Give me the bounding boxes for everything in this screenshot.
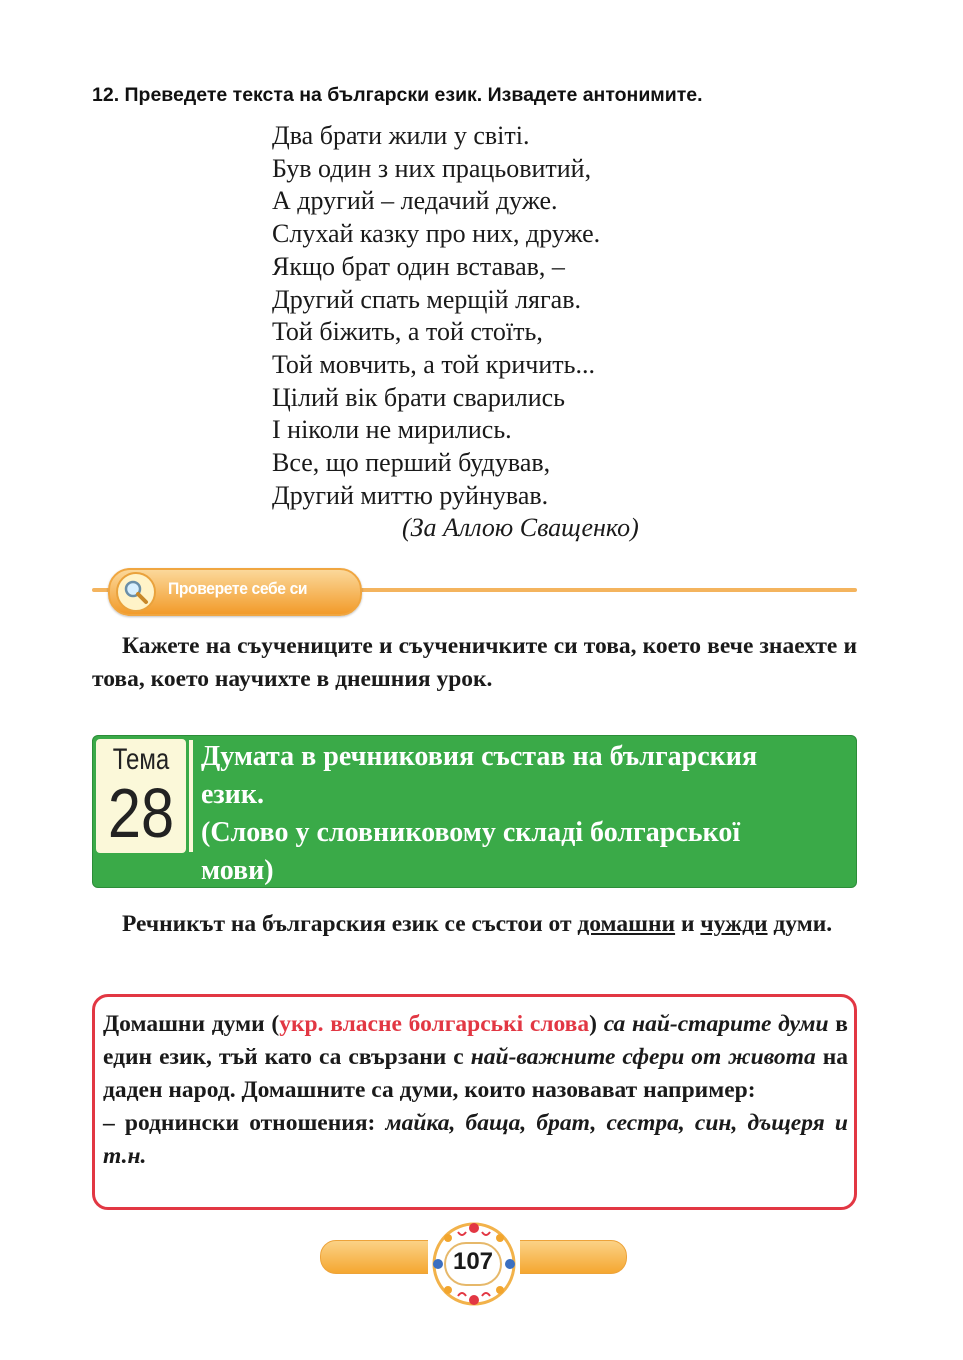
poem-line: Слухай казку про них, друже.	[272, 219, 601, 249]
topic-title-line: език.	[201, 779, 264, 810]
topic-number: 28	[107, 774, 175, 852]
definition-term-translation: укр. власне болгарські слова	[279, 1011, 590, 1037]
definition-list-label: – роднински отношения:	[103, 1110, 386, 1136]
poem-line: Цілий вік брати сварились	[272, 382, 566, 412]
native-words-term: домашни	[577, 911, 676, 937]
definition-emphasis: са най-старите думи	[596, 1011, 829, 1037]
definition-text-part: на даден народ. Домашните са думи, които назовават например:	[103, 1044, 848, 1103]
poem	[272, 120, 639, 545]
topic-word: Тема	[112, 743, 170, 776]
topic-title-line: Думата в речниковия състав на българския	[201, 741, 758, 772]
poem-line: І ніколи не мирились.	[272, 415, 512, 445]
definition-term: Домашни думи (	[103, 1011, 280, 1037]
poem-line: Другий миттю руйнував.	[272, 480, 549, 510]
poem-author: (За Аллою Сващенко)	[402, 513, 639, 543]
intro-text: думи.	[767, 911, 833, 937]
topic-divider	[189, 740, 193, 852]
foreign-words-term: чужди	[700, 911, 768, 937]
topic-number-box	[96, 739, 186, 853]
intro-text: и	[675, 911, 701, 937]
poem-line: Був один з них працьовитий,	[272, 153, 592, 183]
page-number: 107	[452, 1248, 494, 1275]
poem-line: А другий – ледачий дуже.	[272, 186, 558, 216]
poem-line: Два брати жили у світі.	[272, 121, 530, 150]
topic-header	[92, 735, 857, 888]
poem-line: Другий спать мерщій лягав.	[272, 284, 581, 314]
topic-title	[201, 738, 851, 890]
topic-title-line: (Слово у словниковому складі болгарської	[201, 817, 741, 848]
definition-box	[92, 994, 857, 1210]
exercise-instruction: 12. Преведете текста на български език. Извадете антонимите.	[92, 84, 703, 106]
self-check-text: Кажете на съучениците и съученичките си това, което вече знаехте и това, което научихте в днешния урок.	[92, 633, 857, 692]
definition-text	[103, 1008, 848, 1173]
definition-text-part: )	[589, 1011, 597, 1037]
self-check-label: Проверете себе си	[168, 579, 308, 598]
definition-emphasis: най-важните сфери от живота	[470, 1044, 816, 1070]
definition-text-part: в един език, тъй като са свързани с	[103, 1011, 848, 1070]
poem-line: Якщо брат один вставав, –	[272, 251, 565, 281]
intro-paragraph	[92, 908, 857, 941]
intro-text: Речникът на българския език се състои от	[122, 911, 578, 937]
poem-line: Все, що перший будував,	[272, 448, 551, 478]
poem-line: Той мовчить, а той кричить...	[272, 349, 596, 379]
definition-list-items: майка, баща, брат, сестра, син, дъщеря и т.н.	[103, 1110, 848, 1169]
magnifier-icon	[116, 572, 156, 612]
topic-title-line: мови)	[201, 855, 274, 886]
poem-line: Той біжить, а той стоїть,	[272, 317, 543, 347]
self-check-badge	[108, 568, 362, 616]
